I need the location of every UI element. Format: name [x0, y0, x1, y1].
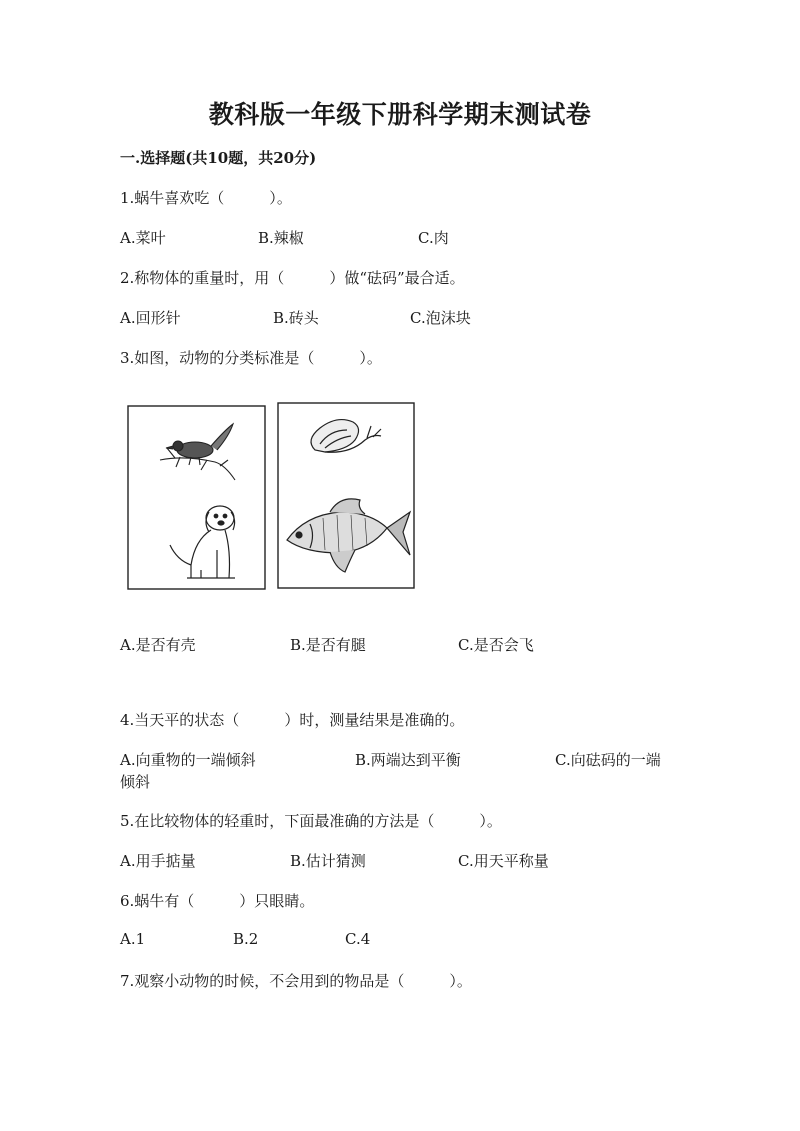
question-5-option-c: C.用天平称量	[458, 852, 549, 870]
question-2: 2.称物体的重量时，用（ ）做“砝码”最合适。	[120, 269, 465, 287]
question-7: 7.观察小动物的时候，不会用到的物品是（ ）。	[120, 972, 472, 990]
question-6-option-c: C.4	[345, 930, 371, 948]
question-1-option-a: A.菜叶	[120, 229, 166, 247]
question-2-option-a: A.回形针	[120, 309, 181, 327]
snail-icon	[311, 420, 381, 453]
question-1-option-c: C.肉	[418, 229, 449, 247]
question-4-option-c-wrap: 倾斜	[120, 773, 151, 791]
question-2-option-b: B.砖头	[273, 309, 319, 327]
question-1-option-b: B.辣椒	[258, 229, 304, 247]
question-6: 6.蜗牛有（ ）只眼睛。	[120, 892, 315, 910]
question-3-option-b: B.是否有腿	[290, 636, 366, 654]
page-title: 教科版一年级下册科学期末测试卷	[208, 100, 592, 129]
question-5-option-b: B.估计猜测	[290, 852, 366, 870]
question-4: 4.当天平的状态（ ）时，测量结果是准确的。	[120, 711, 465, 729]
question-4-option-a: A.向重物的一端倾斜	[120, 751, 256, 769]
question-4-option-b: B.两端达到平衡	[355, 751, 461, 769]
section-heading: 一.选择题(共10题，共20分)	[120, 149, 317, 167]
question-5: 5.在比较物体的轻重时，下面最准确的方法是（ ）。	[120, 812, 502, 830]
question-6-option-a: A.1	[120, 930, 146, 948]
question-6-option-b: B.2	[233, 930, 259, 948]
question-1: 1.蜗牛喜欢吃（ ）。	[120, 189, 292, 207]
question-3-option-a: A.是否有壳	[120, 636, 196, 654]
fish-icon	[287, 499, 410, 572]
left-panel-frame	[128, 406, 265, 589]
bird-icon	[160, 424, 235, 480]
question-5-option-a: A.用手掂量	[120, 852, 196, 870]
question-4-option-c: C.向砝码的一端	[555, 751, 661, 769]
question-3: 3.如图，动物的分类标准是（ ）。	[120, 349, 382, 367]
dog-icon	[170, 506, 235, 578]
question-3-option-c: C.是否会飞	[458, 636, 534, 654]
animal-classification-figure	[125, 400, 420, 595]
question-2-option-c: C.泡沫块	[410, 309, 471, 327]
